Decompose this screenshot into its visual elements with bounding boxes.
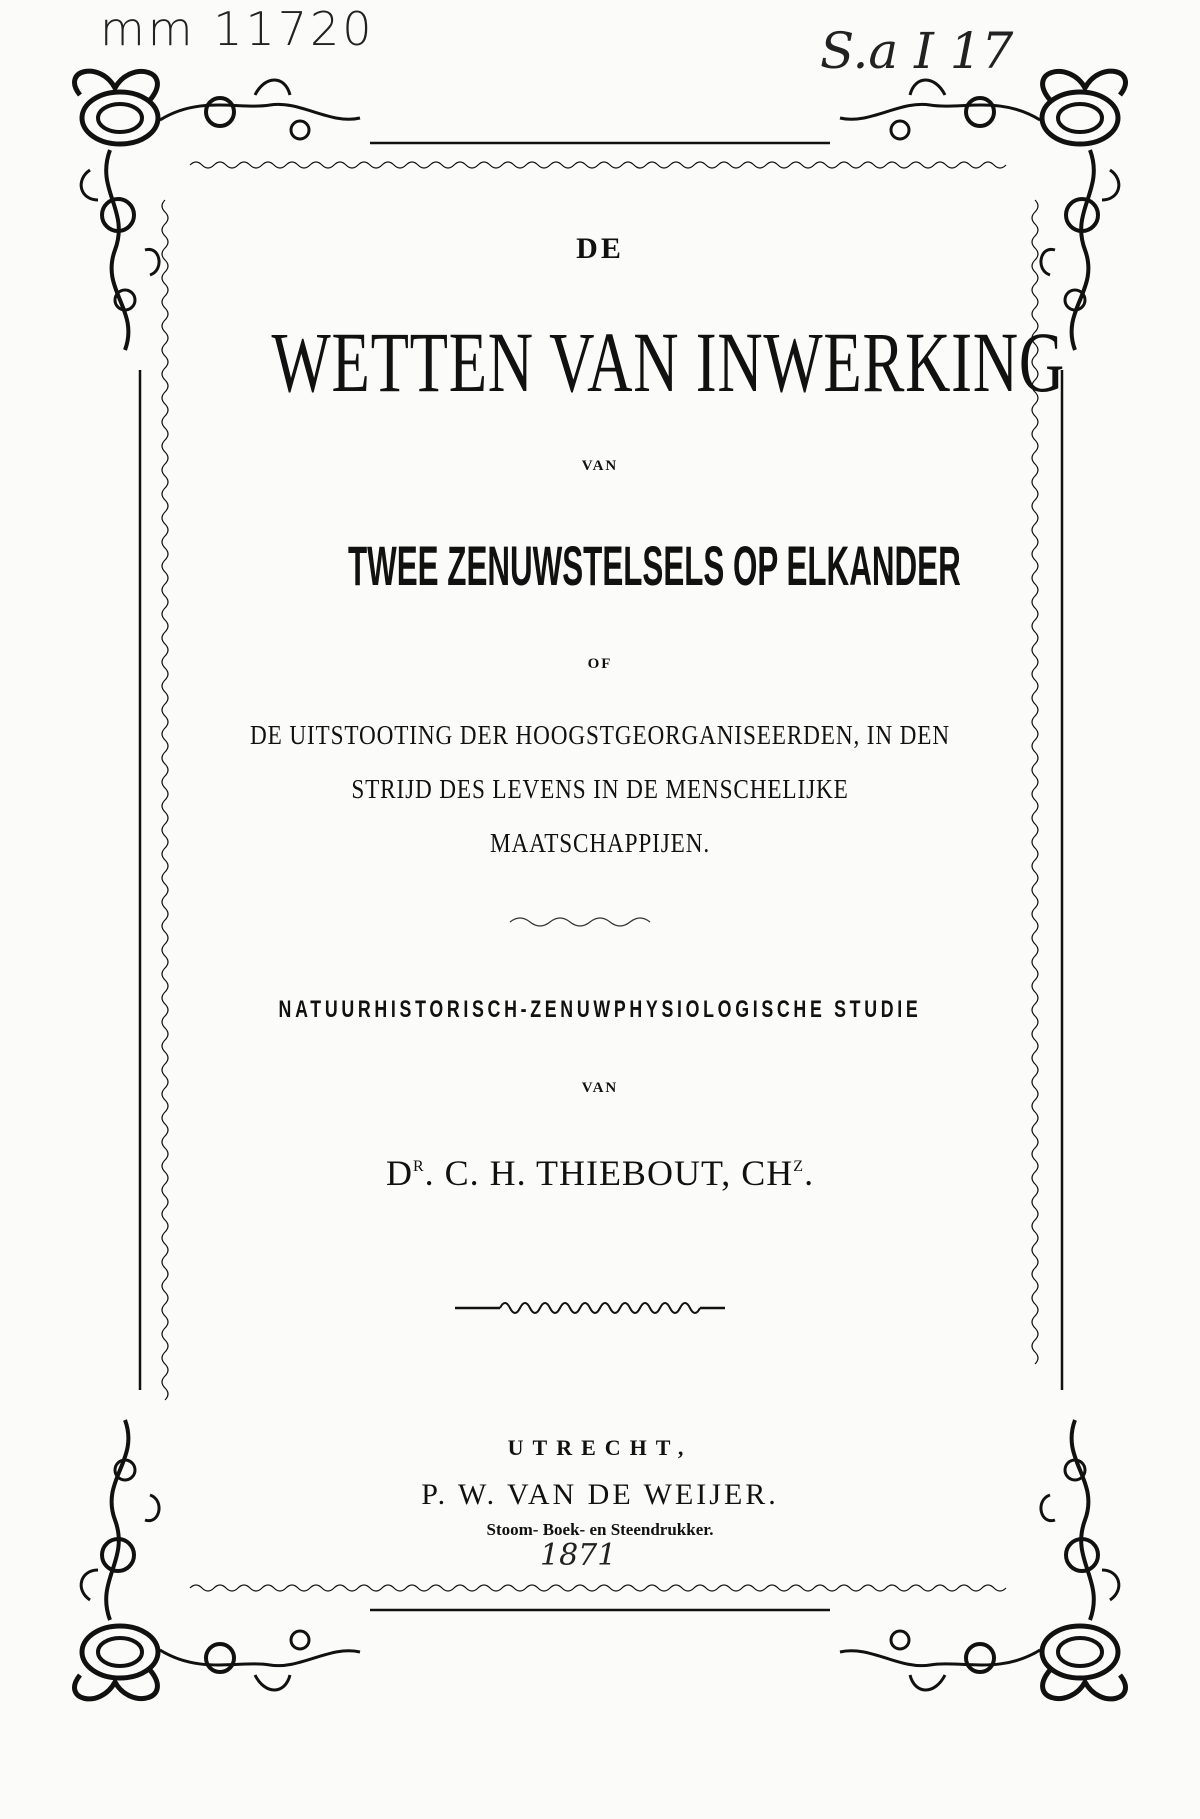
handwritten-year: 1871 (540, 1538, 617, 1573)
connector-of: OF (587, 656, 613, 672)
imprint-printer: P. W. VAN DE WEIJER. (421, 1478, 779, 1511)
author-name: . C. H. THIEBOUT, CH (424, 1153, 794, 1193)
corner-ornament-bottom-left (75, 1420, 360, 1699)
description-line: DE UITSTOOTING DER HOOGSTGEORGANISEERDEN, IN DEN (249, 720, 950, 750)
corner-ornament-bottom-right (840, 1420, 1125, 1699)
handwritten-shelfmark-right: S.a I 17 (820, 22, 1014, 80)
imprint-trade: Stoom- Boek- en Steendrukker. (486, 1520, 714, 1539)
corner-ornament-top-left (75, 71, 360, 350)
description-line: MAATSCHAPPIJEN. (490, 828, 710, 858)
connector-van: VAN (581, 458, 619, 474)
main-title: WETTEN VAN INWERKING (271, 314, 1065, 410)
author-end: . (804, 1153, 815, 1193)
divider-ornament-wavy (455, 1303, 725, 1313)
imprint-city: UTRECHT, (507, 1435, 693, 1460)
subtitle: TWEE ZENUWSTELSELS OP ELKANDER (348, 534, 961, 597)
author-suffix-superscript: Z (793, 1158, 805, 1175)
description-line: STRIJD DES LEVENS IN DE MENSCHELIJKE (351, 774, 849, 804)
connector-by: VAN (581, 1080, 619, 1096)
author-line (150, 1152, 1050, 1194)
corner-ornament-top-right (840, 71, 1125, 350)
title-article: DE (576, 232, 624, 265)
study-subtitle: NATUURHISTORISCH-ZENUWPHYSIOLOGISCHE STUDIE (278, 996, 922, 1023)
divider-ornament-small (510, 918, 650, 926)
author-prefix-superscript: R (412, 1158, 425, 1175)
author-prefix: D (385, 1153, 413, 1193)
handwritten-shelfmark-left: mm 11720 (100, 2, 375, 56)
